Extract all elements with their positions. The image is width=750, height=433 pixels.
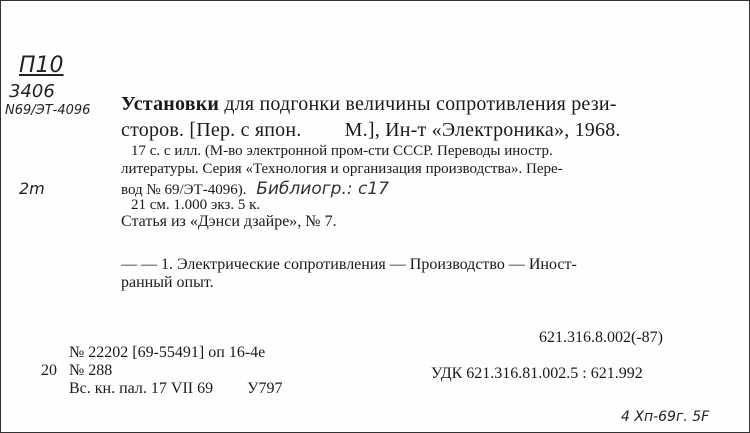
desc-line1: 17 с. с илл. (М-во электронной пром-сти СССР. Переводы иностр. bbox=[131, 143, 553, 159]
handwritten-code-mid: 3406 bbox=[9, 81, 55, 102]
handwritten-code-top: П10 bbox=[19, 53, 64, 78]
udc-code: УДК 621.316.81.002.5 : 621.992 bbox=[431, 365, 643, 382]
handwritten-code-ref: N69/ЭТ-4096 bbox=[5, 103, 91, 118]
source-line: Статья из «Дэнси дзайре», № 7. bbox=[121, 213, 337, 230]
num-prefix: 20 bbox=[41, 362, 57, 379]
entry-title-line bbox=[121, 93, 617, 116]
entry-title-rest: для подгонки величины сопротивления рези- bbox=[219, 93, 617, 115]
code-u: У797 bbox=[247, 380, 283, 397]
date-line bbox=[69, 380, 282, 398]
size-line: 21 см. 1.000 экз. 5 к. bbox=[131, 197, 261, 213]
desc-line3 bbox=[121, 179, 389, 199]
num-line bbox=[41, 362, 112, 380]
date-text: Вс. кн. пал. 17 VII 69 bbox=[69, 380, 214, 397]
handwritten-biblio-note: Библиогр.: с17 bbox=[256, 179, 389, 199]
subject-line2: ранный опыт. bbox=[121, 274, 214, 291]
handwritten-bottom-right: 4 Хп-69г. 5F bbox=[621, 409, 710, 425]
desc-line3-text: вод № 69/ЭТ-4096). bbox=[121, 182, 247, 198]
entry-line2-b: М.], Ин-т «Электроника», 1968. bbox=[344, 119, 621, 141]
class-code: 621.316.8.002(-87) bbox=[539, 329, 663, 346]
entry-line2 bbox=[121, 119, 621, 142]
entry-line2-a: сторов. [Пер. с япон. bbox=[121, 119, 302, 141]
order-line: № 22202 [69-55491] оп 16-4е bbox=[69, 344, 266, 361]
handwritten-left-mark: 2m bbox=[19, 179, 45, 198]
num-value: № 288 bbox=[69, 362, 113, 379]
subject-line1: — — 1. Электрические сопротивления — Производство — Иност- bbox=[121, 256, 577, 273]
entry-title-bold: Установки bbox=[121, 93, 220, 115]
desc-line2: литературы. Серия «Технология и организация производства». Пере- bbox=[121, 161, 563, 177]
